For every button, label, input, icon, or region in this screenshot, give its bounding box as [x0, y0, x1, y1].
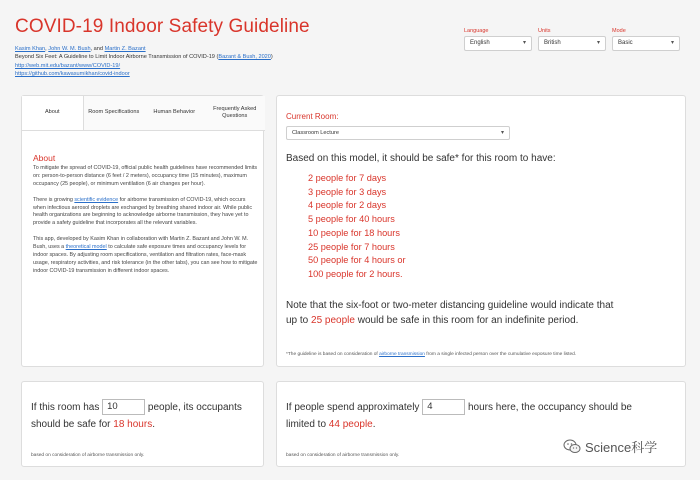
units-select[interactable]: British ▾ [538, 36, 606, 51]
about-text [33, 165, 258, 284]
room-results-panel [276, 95, 686, 367]
safe-occupancy-list [308, 172, 406, 282]
list-item: 4 people for 2 days [308, 200, 387, 211]
footnote: *The guideline is based on consideration of airborne transmission from a single infected person over the cumulative exposure time listed. [286, 352, 577, 357]
current-room-label: Current Room: [286, 112, 339, 121]
about-heading: About [33, 153, 56, 163]
list-item: 10 people for 18 hours [308, 227, 400, 238]
theoretical-model-link[interactable]: theoretical model [65, 244, 107, 251]
mode-control [612, 28, 680, 51]
author-separator: , [45, 46, 49, 52]
units-control [538, 28, 606, 51]
chevron-down-icon: ▾ [500, 130, 504, 136]
wechat-icon [563, 439, 581, 454]
tab-about[interactable]: About [22, 96, 84, 130]
about-paragraph: To mitigate the spread of COVID-19, official public health guidelines have recommended limits on: person-to-person distance (6 feet / 2 meters), occupancy time (15 minutes), maximum occupancy (25 people), or minimum ventilation (6 air changes per hour). [33, 165, 258, 187]
paper-line: Beyond Six Feet: A Guideline to Limit Indoor Airborne Transmission of COVID-19 (Bazant & Bush, 2020) [15, 54, 273, 61]
note-highlight: 25 people [311, 314, 355, 326]
list-item: 50 people for 4 hours or [308, 255, 406, 266]
about-paragraph: There is growing scientific evidence for airborne transmission of COVID-19, which occurs when infectious aerosol droplets are exchanged by breathing shared indoor air. While public health organizations are beginning to acknowledge airborne transmission, they have yet to provide a safety guideline that incorporates all the relevant variables. [33, 196, 253, 227]
hours-input[interactable]: 4 [422, 399, 465, 415]
room-select[interactable]: Classroom Lecture ▾ [286, 126, 510, 140]
chevron-down-icon: ▾ [596, 40, 600, 46]
safe-time-result: 18 hours [113, 419, 153, 430]
mode-select[interactable]: Basic ▾ [612, 36, 680, 51]
list-item: 3 people for 3 days [308, 186, 387, 197]
occupancy-result: 44 people [328, 419, 373, 430]
tab-human-behavior[interactable]: Human Behavior [144, 96, 205, 130]
language-control [464, 28, 532, 51]
author-separator: , and [90, 46, 105, 52]
author-line [15, 45, 273, 53]
page-title: COVID-19 Indoor Safety Guideline [15, 16, 310, 37]
language-label: Language [464, 28, 489, 34]
tab-bar [22, 96, 265, 131]
watermark [563, 437, 657, 456]
tab-room-specifications[interactable]: Room Specifications [84, 96, 145, 130]
language-select[interactable]: English ▾ [464, 36, 532, 51]
tab-faq[interactable]: Frequently Asked Questions [205, 96, 266, 130]
mode-label: Mode [612, 28, 626, 34]
about-panel [21, 95, 264, 367]
time-note: based on consideration of airborne transmission only. [286, 453, 400, 458]
occupancy-input[interactable]: 10 [102, 399, 145, 415]
list-item: 25 people for 7 hours [308, 241, 395, 252]
paper-title: Beyond Six Feet: A Guideline to Limit Indoor Airborne Transmission of COVID-19 ( [15, 54, 219, 61]
safe-intro-text: Based on this model, it should be safe* for this room to have: [286, 153, 556, 164]
github-link[interactable]: https://github.com/kawasumikhan/covid-indoor [15, 71, 130, 78]
list-item: 5 people for 40 hours [308, 214, 395, 225]
airborne-transmission-link[interactable]: airborne transmission [379, 352, 425, 357]
watermark-text: Science科学 [585, 440, 658, 455]
author-link-khan[interactable]: Kasim Khan [15, 46, 46, 52]
author-info [15, 45, 273, 79]
chevron-down-icon: ▾ [522, 40, 526, 46]
chevron-down-icon: ▾ [670, 40, 674, 46]
mit-link[interactable]: http://web.mit.edu/bazant/www/COVID-19/ [15, 62, 121, 69]
occupancy-calculator-panel [21, 381, 264, 467]
paper-citation-link[interactable]: Bazant & Bush, 2020 [218, 54, 271, 61]
list-item: 100 people for 2 hours. [308, 268, 403, 279]
author-link-bush[interactable]: John W. M. Bush [48, 46, 91, 52]
list-item: 2 people for 7 days [308, 173, 387, 183]
time-sentence: If people spend approximately 4 hours here, the occupancy should be limited to 44 people. [286, 401, 632, 430]
author-link-bazant[interactable]: Martin Z. Bazant [104, 46, 146, 52]
occupancy-note: based on consideration of airborne transmission only. [31, 453, 145, 458]
about-paragraph: This app, developed by Kasim Khan in collaboration with Martin Z. Bazant and John W. M. Bush, uses a theoretical model to calculate safe exposure times and occupancy levels for indoor spaces. By adjusting room specifications, ventilation and filtration rates, face-mask usage, respiratory activities, and risk tolerance (in the other tabs), you can see how to mitigate indoor COVID-19 transmission in different indoor spaces. [33, 236, 258, 274]
distancing-note: Note that the six-foot or two-meter distancing guideline would indicate that up to 25 people would be safe in this room for an indefinite period. [286, 300, 614, 326]
occupancy-sentence: If this room has 10 people, its occupants should be safe for 18 hours. [31, 401, 242, 430]
scientific-evidence-link[interactable]: scientific evidence [74, 196, 119, 203]
units-label: Units [538, 28, 551, 34]
